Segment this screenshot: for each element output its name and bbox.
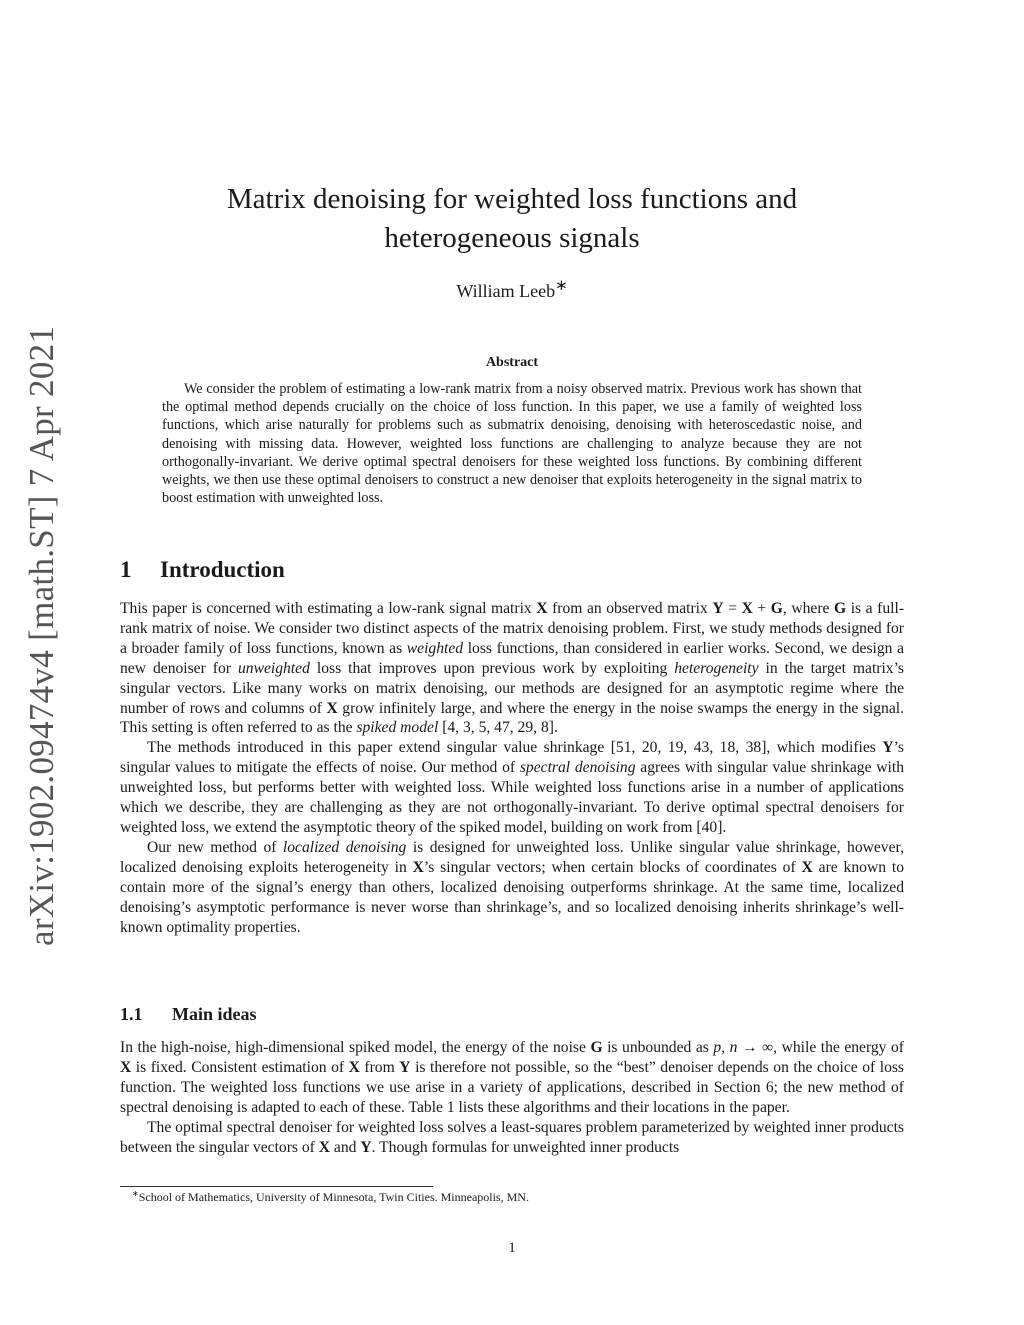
text-run: are known to contain more of the signal’s energy than others, localized denoising outperforms shrinkage. At the same time, localized denoising’s asymptotic performance is never worse than shrinkage’s, and so localized denoising inherits shrinkage’s well-known optimality properties. bbox=[120, 858, 905, 936]
math-symbol: X bbox=[741, 600, 753, 617]
author bbox=[120, 276, 904, 302]
text-run: is unbounded as bbox=[602, 1039, 714, 1056]
section-title: Introduction bbox=[160, 557, 285, 582]
emphasis-text: spiked model bbox=[356, 719, 439, 737]
paragraph bbox=[120, 838, 904, 938]
math-symbol: X bbox=[536, 600, 548, 617]
section-heading-introduction bbox=[120, 557, 285, 583]
paragraph bbox=[120, 1118, 904, 1158]
text-run: = bbox=[723, 600, 742, 617]
author-footnote-mark: ∗ bbox=[555, 278, 568, 294]
title-line-2: heterogeneous signals bbox=[384, 222, 640, 254]
subsection-number: 1.1 bbox=[120, 1004, 143, 1024]
text-run: In the high-noise, high-dimensional spiked model, the energy of the noise bbox=[120, 1039, 591, 1056]
math-symbol: X bbox=[326, 699, 338, 717]
math-symbol: X bbox=[318, 1138, 331, 1156]
text-run: from bbox=[359, 1058, 400, 1076]
emphasis-text: unweighted bbox=[237, 659, 310, 677]
math-symbol: G bbox=[834, 600, 847, 617]
text-run: . Though formulas for unweighted inner products bbox=[371, 1138, 680, 1156]
author-name: William Leeb bbox=[456, 281, 556, 301]
subsection-heading-main-ideas bbox=[120, 1004, 257, 1025]
paragraph bbox=[120, 738, 904, 838]
math-symbol: X bbox=[412, 858, 424, 876]
main-ideas-body bbox=[120, 1038, 904, 1157]
text-run: is designed for unweighted loss. Unlike singular value shrinkage, however, localized denoising exploits heterogeneity in bbox=[120, 838, 904, 876]
text-run: from an observed matrix bbox=[547, 600, 713, 617]
math-symbol: Y bbox=[360, 1138, 372, 1156]
emphasis-text: localized denoising bbox=[282, 838, 407, 856]
math-symbol: X bbox=[120, 1058, 132, 1076]
paragraph bbox=[120, 599, 904, 738]
section-number: 1 bbox=[120, 557, 132, 582]
footnote-rule bbox=[120, 1186, 433, 1187]
footnote-text: School of Mathematics, University of Minnesota, Twin Cities. Minneapolis, MN. bbox=[138, 1190, 529, 1204]
text-run: loss functions, than considered in earlier works. Second, we design a new denoiser for bbox=[120, 639, 904, 677]
math-symbol: G bbox=[770, 600, 783, 617]
math-symbol: Y bbox=[882, 739, 894, 757]
text-run: The optimal spectral denoiser for weighted loss solves a least-squares problem parameterized by weighted inner products between the singular vectors of bbox=[120, 1118, 904, 1156]
emphasis-text: weighted bbox=[406, 639, 464, 657]
emphasis-text: spectral denoising bbox=[519, 759, 636, 777]
subsection-title: Main ideas bbox=[172, 1004, 257, 1024]
arxiv-identifier-stamp: arXiv:1902.09474v4 [math.ST] 7 Apr 2021 bbox=[22, 325, 61, 946]
text-run: , where bbox=[782, 600, 835, 617]
abstract-heading: Abstract bbox=[485, 355, 539, 370]
text-run: loss that improves upon previous work by exploiting bbox=[309, 659, 675, 677]
text-run: grow infinitely large, and where the energy in the noise swamps the energy in the signal. This setting is often referred to as the bbox=[120, 699, 904, 737]
text-run: and bbox=[330, 1138, 361, 1156]
text-run: is therefore not possible, so the “best” denoiser depends on the choice of loss function. The weighted loss functions we use arise in a variety of applications, described in Section 6; the new method of spectral denoising is adapted to each of these. Table 1 lists these algorithms and their locations in the paper. bbox=[120, 1058, 904, 1116]
introduction-body bbox=[120, 599, 904, 937]
text-run: in the target matrix’s singular vectors. Like many works on matrix denoising, our methods are designed for an asymptotic regime where the number of rows and columns of bbox=[120, 659, 904, 717]
emphasis-text: heterogeneity bbox=[674, 659, 759, 677]
text-run: This paper is concerned with estimating a low-rank signal matrix bbox=[120, 600, 537, 617]
text-run: agrees with singular value shrinkage with unweighted loss, but performs better with weighted loss. While weighted loss functions arise in a number of applications which we describe, they are challenging as they are not orthogonally-invariant. To derive optimal spectral denoisers for weighted loss, we extend the asymptotic theory of the spiked model, building on work from [40]. bbox=[120, 759, 905, 836]
text-run: ’s singular values to mitigate the effects of noise. Our method of bbox=[120, 739, 904, 777]
text-run: [4, 3, 5, 47, 29, 8]. bbox=[438, 719, 558, 737]
text-run: ’s singular vectors; when certain blocks of coordinates of bbox=[423, 858, 802, 876]
abstract-text: We consider the problem of estimating a low-rank matrix from a noisy observed matrix. Previous work has shown that the optimal method depends crucially on the choice of loss function. In this paper, we use a family of weighted loss functions, which arise naturally for problems such as submatrix denoising, denoising with heteroscedastic noise, and denoising with missing data. However, weighted loss functions are challenging to analyze because they are not orthogonally-invariant. We derive optimal spectral denoisers for these weighted loss functions. By combining different weights, we then use these optimal denoisers to construct a new denoiser that exploits heterogeneity in the signal matrix to boost estimation with unweighted loss. bbox=[162, 381, 862, 507]
footnote bbox=[132, 1189, 529, 1205]
text-run: The methods introduced in this paper extend singular value shrinkage [51, 20, 19, 43, 18, 38], which modifies bbox=[147, 739, 883, 757]
title-line-1: Matrix denoising for weighted loss functions and bbox=[226, 183, 798, 215]
math-symbol: X bbox=[801, 858, 813, 876]
paragraph bbox=[120, 1038, 904, 1118]
footnote-mark: ∗ bbox=[132, 1189, 139, 1198]
math-symbol: Y bbox=[399, 1058, 411, 1076]
math-symbol: G bbox=[590, 1039, 603, 1056]
text-run: + bbox=[752, 600, 771, 617]
page-number: 1 bbox=[508, 1240, 516, 1256]
math-symbol: X bbox=[348, 1058, 360, 1076]
math-symbol: Y bbox=[712, 600, 724, 617]
paper-title bbox=[120, 180, 904, 258]
text-run: is a full-rank matrix of noise. We consider two distinct aspects of the matrix denoising problem. First, we study methods designed for a broader family of loss functions, known as bbox=[120, 600, 905, 657]
text-run: Our new method of bbox=[147, 838, 283, 856]
text-run: → ∞, while the energy of bbox=[737, 1039, 904, 1056]
emphasis-text: p, n bbox=[713, 1039, 738, 1056]
text-run: is fixed. Consistent estimation of bbox=[131, 1058, 349, 1076]
